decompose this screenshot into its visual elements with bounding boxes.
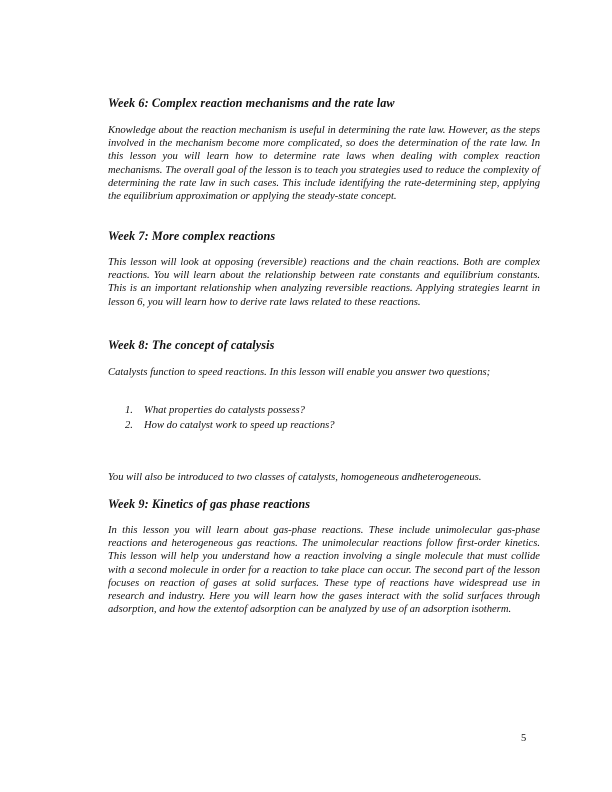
- page-number: 5: [521, 733, 527, 744]
- week-7-heading: Week 7: More complex reactions: [108, 229, 276, 243]
- week-6-paragraph: Knowledge about the reaction mechanism is useful in determining the rate law. However, as the steps involved in the mechanism become more complicated, so does the determination of the rate law. In this lesson you will learn how to determine rate laws when dealing with complex reaction mechanisms. The overall goal of the lesson is to teach you strategies used to reduce the complexity of determining the rate law in such cases. This include identifying the rate-determining step, applying the equilibrium approximation or applying the steady-state concept.: [108, 125, 540, 203]
- week-8-paragraph: Catalysts function to speed reactions. In this lesson will enable you answer two questions;: [108, 367, 491, 378]
- week-8-closing: You will also be introduced to two classes of catalysts, homogeneous andheterogeneous.: [108, 472, 482, 483]
- week-7-paragraph: This lesson will look at opposing (reversible) reactions and the chain reactions. Both are complex reactions. You will learn about the relationship between rate constants and equilibrium constants. This is an important relationship when analyzing reversible reactions. Applying strategies learnt in lesson 6, you will learn how to derive rate laws related to these reactions.: [108, 257, 540, 308]
- list-item-text: How do catalyst work to speed up reactions?: [144, 419, 335, 431]
- list-item-number: 2.: [125, 419, 133, 431]
- list-item-number: 1.: [125, 405, 133, 416]
- list-item: [125, 419, 335, 434]
- week-9-heading: Week 9: Kinetics of gas phase reactions: [108, 497, 311, 511]
- week-9-paragraph: In this lesson you will learn about gas-phase reactions. These include unimolecular gas-phase reactions and heterogeneous gas reactions. The unimolecular reactions follow first-order kinetics. This lesson will help you understand how a reaction involving a single molecule that must collide with a second molecule in order for a reaction to take place can occur. The second part of the lesson focuses on reaction of gases at solid surfaces. These type of reactions have widespread use in research and industry. Here you will learn how the gases interact with the solid surfaces through adsorption, and how the extentof adsorption can be analyzed by use of an adsorption isotherm.: [108, 525, 540, 616]
- week-6-heading: Week 6: Complex reaction mechanisms and the rate law: [108, 96, 395, 110]
- list-item: [125, 404, 335, 419]
- catalysis-questions-list: [125, 404, 335, 433]
- list-item-text: What properties do catalysts possess?: [144, 405, 305, 416]
- week-8-heading: Week 8: The concept of catalysis: [108, 338, 275, 352]
